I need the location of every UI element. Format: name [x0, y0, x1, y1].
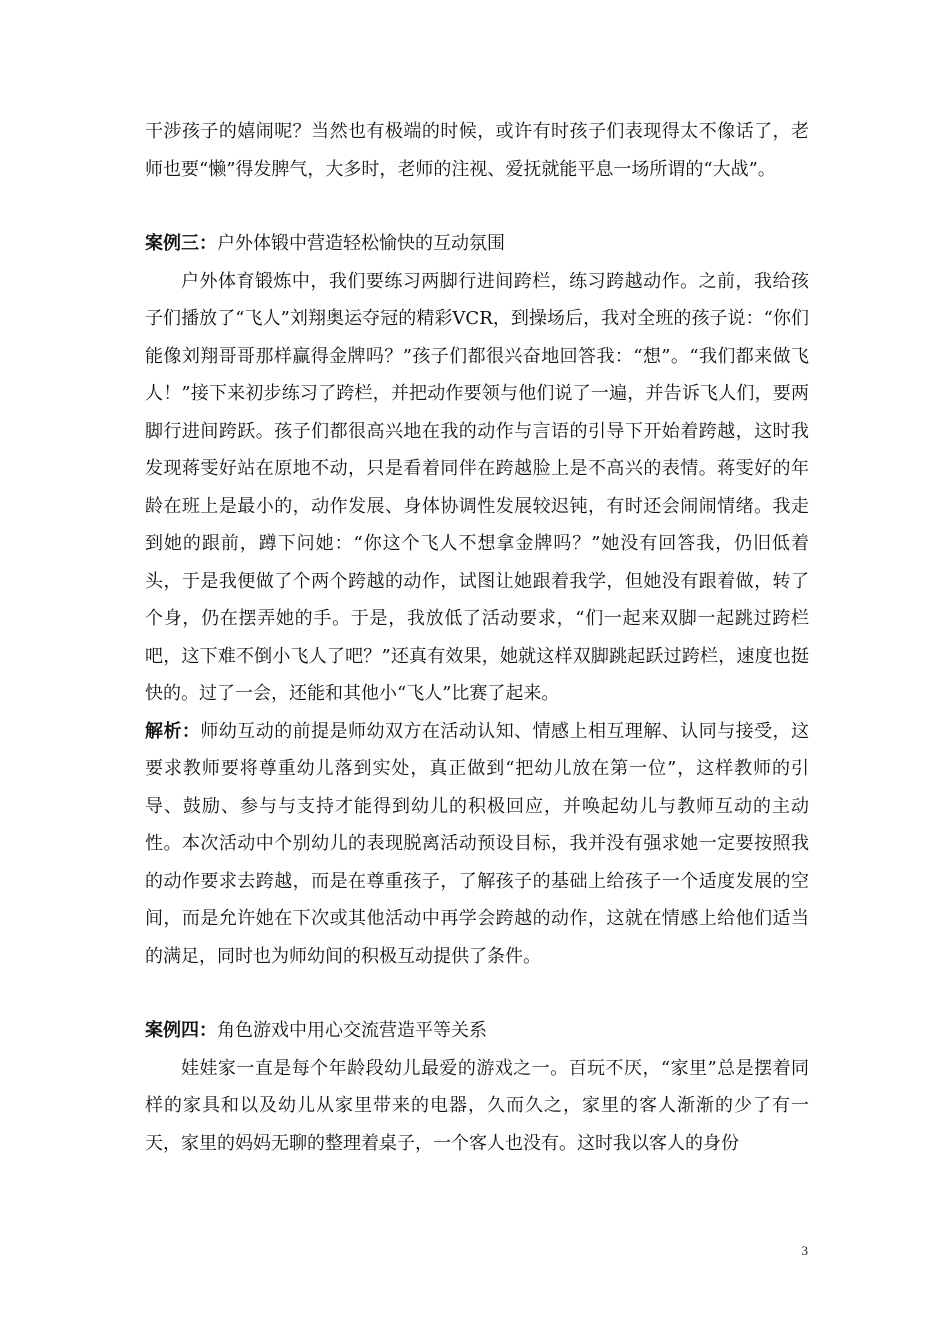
continuation-paragraph: 干涉孩子的嬉闹呢？当然也有极端的时候，或许有时孩子们表现得太不像话了，老师也要“懒”得发脾气，大多时，老师的注视、爱抚就能平息一场所谓的“大战”。 [145, 121, 809, 180]
case3-title: 户外体锻中营造轻松愉快的互动氛围 [217, 233, 505, 254]
case4-heading [145, 1012, 809, 1050]
case3-label: 案例三： [145, 233, 217, 254]
paragraph-gap [145, 188, 809, 225]
analysis-text: 师幼互动的前提是师幼双方在活动认知、情感上相互理解、认同与接受，这要求教师要将尊重幼儿落到实处，真正做到“把幼儿放在第一位”，这样教师的引导、鼓励、参与与支持才能得到幼儿的积极回应，并唤起幼儿与教师互动的主动性。本次活动中个别幼儿的表现脱离活动预设目标，我并没有强求她一定要按照我的动作要求去跨越，而是在尊重孩子，了解孩子的基础上给孩子一个适度发展的空间，而是允许她在下次或其他活动中再学会跨越的动作，这就在情感上给他们适当的满足，同时也为师幼间的积极互动提供了条件。 [145, 720, 810, 967]
case3-heading [145, 225, 809, 263]
page-number: 3 [801, 1243, 808, 1258]
case4-title: 角色游戏中用心交流营造平等关系 [217, 1020, 487, 1041]
case3-analysis [145, 713, 809, 976]
body-text [145, 113, 809, 1162]
case4-label: 案例四： [145, 1020, 217, 1041]
analysis-label: 解析： [145, 720, 201, 742]
paragraph-gap [145, 975, 809, 1012]
case3-body: 户外体育锻炼中，我们要练习两脚行进间跨栏，练习跨越动作。之前，我给孩子们播放了“飞人”刘翔奥运夺冠的精彩VCR，到操场后，我对全班的孩子说：“你们能像刘翔哥哥那样赢得金牌吗？”孩子们都很兴奋地回答我：“想”。“我们都来做飞人！”接下来初步练习了跨栏，并把动作要领与他们说了一遍，并告诉飞人们，要两脚行进间跨跃。孩子们都很高兴地在我的动作与言语的引导下开始着跨越，这时我发现蒋雯好站在原地不动，只是看着同伴在跨越脸上是不高兴的表情。蒋雯好的年龄在班上是最小的，动作发展、身体协调性发展较迟钝，有时还会闹闹情绪。我走到她的跟前，蹲下问她：“你这个飞人不想拿金牌吗？”她没有回答我，仍旧低着头，于是我便做了个两个跨越的动作，试图让她跟着我学，但她没有跟着做，转了个身，仍在摆弄她的手。于是，我放低了活动要求，“们一起来双脚一起跳过跨栏吧，这下难不倒小飞人了吧？”还真有效果，她就这样双脚跳起跃过跨栏，速度也挺快的。过了一会，还能和其他小“飞人”比赛了起来。 [145, 270, 809, 704]
case4-body: 娃娃家一直是每个年龄段幼儿最爱的游戏之一。百玩不厌，“家里”总是摆着同样的家具和以及幼儿从家里带来的电器，久而久之，家里的客人渐渐的少了有一天，家里的妈妈无聊的整理着桌子，一个客人也没有。这时我以客人的身份 [145, 1057, 809, 1154]
